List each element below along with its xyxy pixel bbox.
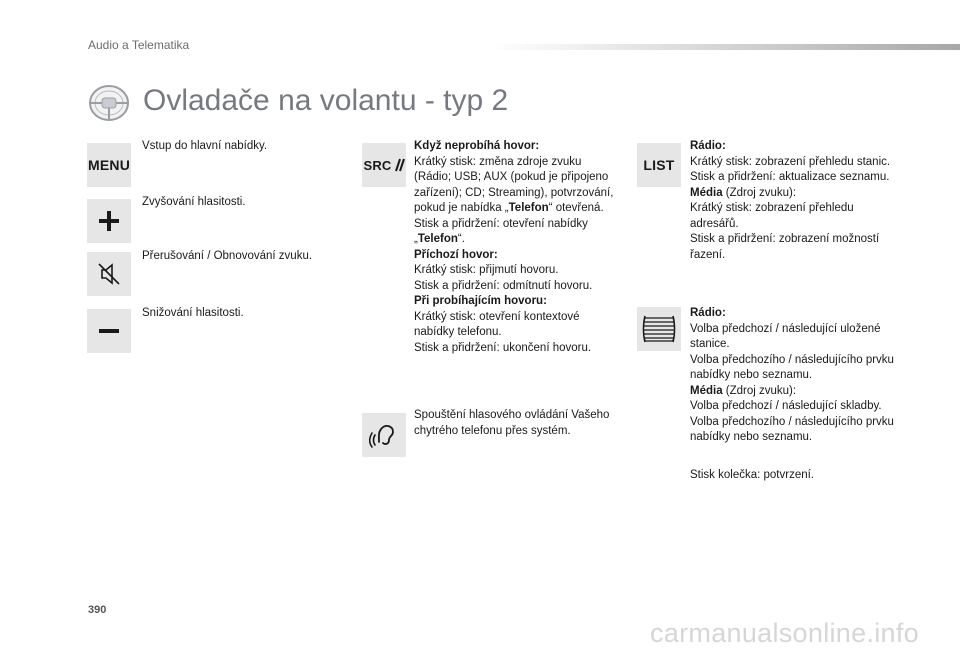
telefon-term: Telefon xyxy=(417,233,458,245)
no-call-short-end: “ otevřená. xyxy=(548,202,604,214)
menu-button-tile xyxy=(87,143,131,187)
minus-icon xyxy=(98,320,120,342)
ongoing-long-press: Stisk a přidržení: ukončení hovoru. xyxy=(414,341,592,354)
incoming-call-heading: Příchozí hovor: xyxy=(414,248,498,261)
no-call-long-end: “. xyxy=(457,233,465,245)
voice-command-tile xyxy=(362,413,406,457)
list-radio-long-press: Stisk a přidržení: aktualizace seznamu. xyxy=(690,171,890,183)
page-number: 390 xyxy=(88,604,107,616)
list-media-short-press: Krátký stisk: zobrazení přehledu adresářů. xyxy=(690,202,854,230)
list-media-heading: Média xyxy=(690,186,723,199)
wheel-media-menu: Volba předchozího / následujícího prvku nabídky nebo seznamu. xyxy=(690,415,894,443)
mute-tile xyxy=(87,252,131,296)
menu-description: Vstup do hlavní nabídky. xyxy=(142,140,268,152)
wheel-radio-heading: Rádio: xyxy=(690,307,726,319)
no-call-short-press: Krátký stisk: změna zdroje zvuku (Rádio; USB; AUX (pokud je připojeno zařízení); CD; Streaming), potvrzování, pokud je nabídka „ xyxy=(414,155,614,214)
phone-slash-icon xyxy=(393,158,405,172)
plus-icon xyxy=(98,210,120,232)
menu-label: MENU xyxy=(87,157,131,173)
wheel-media-heading: Média xyxy=(690,384,723,397)
ongoing-short-press: Krátký stisk: otevření kontextové nabídky telefonu. xyxy=(414,310,580,338)
thumbwheel-tile xyxy=(637,307,681,351)
ongoing-call-heading: Při probíhajícím hovoru: xyxy=(414,295,547,307)
wheel-radio-menu: Volba předchozího / následujícího prvku nabídky nebo seznamu. xyxy=(690,353,894,381)
thumbwheel-icon xyxy=(642,314,676,344)
list-media-source: (Zdroj zvuku): xyxy=(722,186,797,199)
wheel-media-track: Volba předchozí / následující skladby. xyxy=(690,400,882,412)
mute-icon xyxy=(95,260,123,288)
src-label: SRC xyxy=(363,157,392,173)
incoming-short-press: Krátký stisk: přijmutí hovoru. xyxy=(414,264,559,276)
list-description xyxy=(690,139,900,263)
volume-down-description: Snižování hlasitosti. xyxy=(142,307,244,319)
list-radio-heading: Rádio: xyxy=(690,140,726,152)
src-button-tile xyxy=(362,143,406,187)
thumbwheel-description xyxy=(690,306,900,446)
list-media-long-press: Stisk a přidržení: zobrazení možností řazení. xyxy=(690,233,880,261)
volume-down-tile xyxy=(87,309,131,353)
wheel-press-description: Stisk kolečka: potvrzení. xyxy=(690,469,814,481)
wheel-media-source: (Zdroj zvuku): xyxy=(722,384,797,397)
voice-command-description: Spouštění hlasového ovládání Vašeho chytrého telefonu přes systém. xyxy=(414,409,610,437)
incoming-long-press: Stisk a přidržení: odmítnutí hovoru. xyxy=(414,279,593,292)
steering-wheel-icon xyxy=(88,84,130,122)
header-gradient-bar xyxy=(490,44,960,50)
volume-up-tile xyxy=(87,199,131,243)
no-call-long-press: Stisk a přidržení: otevření nabídky „ xyxy=(414,217,588,245)
list-radio-short-press: Krátký stisk: zobrazení přehledu stanic. xyxy=(690,155,891,168)
no-call-heading: Když neprobíhá hovor: xyxy=(414,140,540,152)
src-description xyxy=(414,139,619,356)
wheel-radio-station: Volba předchozí / následující uložené stanice. xyxy=(690,322,881,350)
page-title: Ovladače na volantu - typ 2 xyxy=(143,84,509,117)
watermark: carmanualsonline.info xyxy=(650,618,919,648)
list-label: LIST xyxy=(643,157,675,173)
section-header: Audio a Telematika xyxy=(88,38,190,52)
voice-command-icon xyxy=(369,420,399,450)
mute-description: Přerušování / Obnovování zvuku. xyxy=(142,250,313,262)
telefon-term: Telefon xyxy=(508,202,549,214)
volume-up-description: Zvyšování hlasitosti. xyxy=(142,196,246,208)
list-button-tile xyxy=(637,143,681,187)
